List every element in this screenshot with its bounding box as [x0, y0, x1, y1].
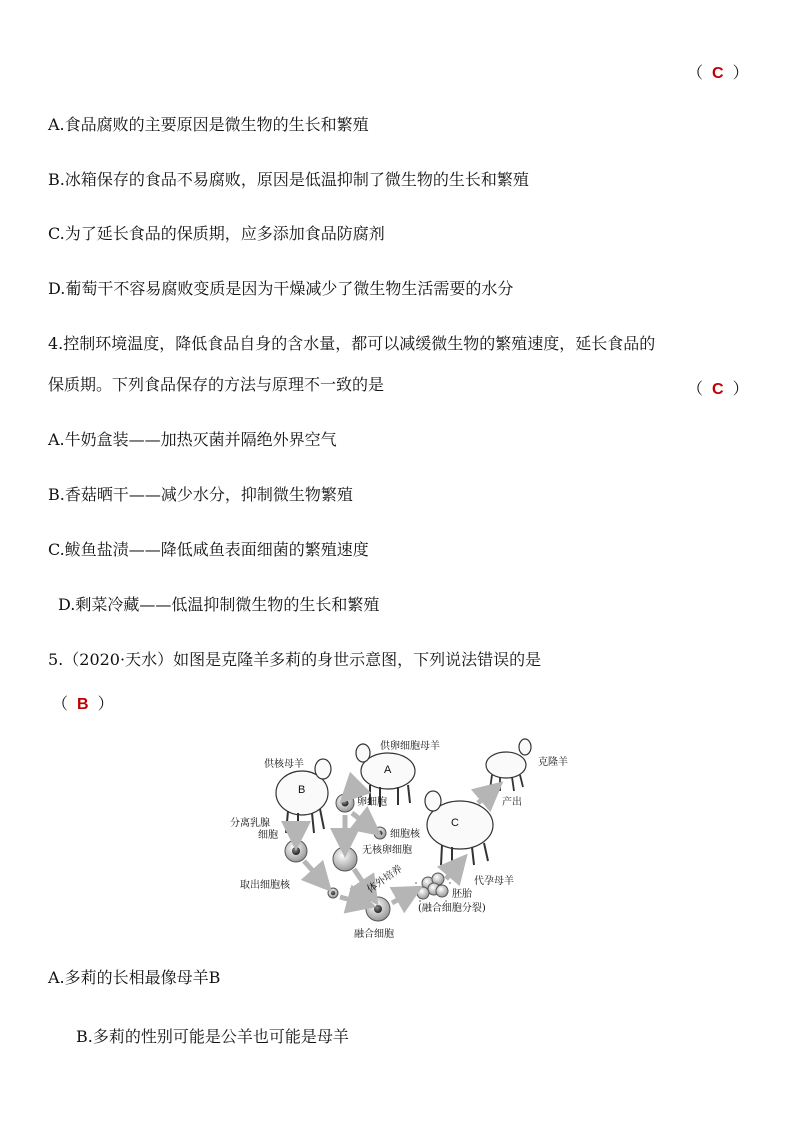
q3-answer-open: （	[687, 63, 704, 82]
q5-option-a: A.多莉的长相最像母羊B	[48, 968, 221, 987]
q5-option-b: B.多莉的性别可能是公羊也可能是母羊	[76, 1027, 349, 1046]
q4-answer	[687, 376, 749, 399]
q4-option-d: D.剩菜冷藏——低温抑制微生物的生长和繁殖	[58, 595, 380, 614]
sheep-c-icon	[425, 791, 493, 867]
q4-option-c: C.鲅鱼盐渍——降低咸鱼表面细菌的繁殖速度	[48, 540, 369, 559]
label-clone: 克隆羊	[538, 757, 568, 768]
label-embryo-note: (融合细胞分裂)	[418, 903, 486, 914]
label-separate-2: 细胞	[258, 830, 278, 841]
label-egg-cell: 卵细胞	[357, 797, 387, 808]
label-in-vitro: 体外培养	[365, 863, 405, 896]
q4-stem-line1: 4.控制环境温度，降低食品自身的含水量，都可以减缓微生物的繁殖速度，延长食品的	[48, 334, 656, 353]
q3-option-a: A.食品腐败的主要原因是微生物的生长和繁殖	[48, 115, 369, 134]
clone-sheep-icon	[486, 739, 531, 791]
sheep-c-letter: C	[451, 817, 459, 829]
sheep-a-letter: A	[384, 764, 392, 776]
q5-answer-close: ）	[97, 694, 114, 713]
q3-option-d: D.葡萄干不容易腐败变质是因为干燥减少了微生物生活需要的水分	[48, 279, 514, 298]
q4-option-a: A.牛奶盒装——加热灭菌并隔绝外界空气	[48, 430, 337, 449]
q4-stem-line2: 保质期。下列食品保存的方法与原理不一致的是	[48, 375, 385, 394]
label-nucleus-donor: 供核母羊	[264, 759, 304, 770]
q5-stem: 5.（2020·天水）如图是克隆羊多莉的身世示意图，下列说法错误的是	[48, 650, 542, 669]
label-embryo: 胚胎	[452, 889, 472, 900]
label-surrogate: 代孕母羊	[474, 876, 514, 887]
label-cell-nucleus: 细胞核	[390, 829, 420, 840]
label-enucleated-egg: 无核卵细胞	[362, 845, 412, 856]
clone-sheep-diagram	[220, 733, 600, 943]
egg-nucleus-icon	[342, 800, 349, 807]
q3-option-c: C.为了延长食品的保质期，应多添加食品防腐剂	[48, 224, 385, 243]
q5-answer-open: （	[52, 694, 69, 713]
q4-answer-letter: C	[712, 381, 724, 398]
sheep-b-letter: B	[298, 784, 306, 796]
label-egg-donor: 供卵细胞母羊	[380, 741, 440, 752]
label-born: 产出	[502, 797, 522, 808]
label-separate-1: 分离乳腺	[230, 818, 270, 829]
q4-answer-open: （	[687, 379, 704, 398]
label-fused-cell: 融合细胞	[354, 929, 394, 940]
q4-option-b: B.香菇晒干——减少水分，抑制微生物繁殖	[48, 485, 353, 504]
q3-answer	[687, 60, 749, 83]
sheep-b-icon	[276, 759, 331, 835]
label-take-nucleus: 取出细胞核	[240, 880, 290, 891]
q3-option-b: B.冰箱保存的食品不易腐败，原因是低温抑制了微生物的生长和繁殖	[48, 170, 529, 189]
q3-answer-close: ）	[732, 63, 749, 82]
q4-answer-close: ）	[732, 379, 749, 398]
enucleated-egg-icon	[333, 847, 357, 871]
q5-answer	[52, 691, 114, 714]
q5-answer-letter: B	[77, 696, 89, 713]
q3-answer-letter: C	[712, 65, 724, 82]
